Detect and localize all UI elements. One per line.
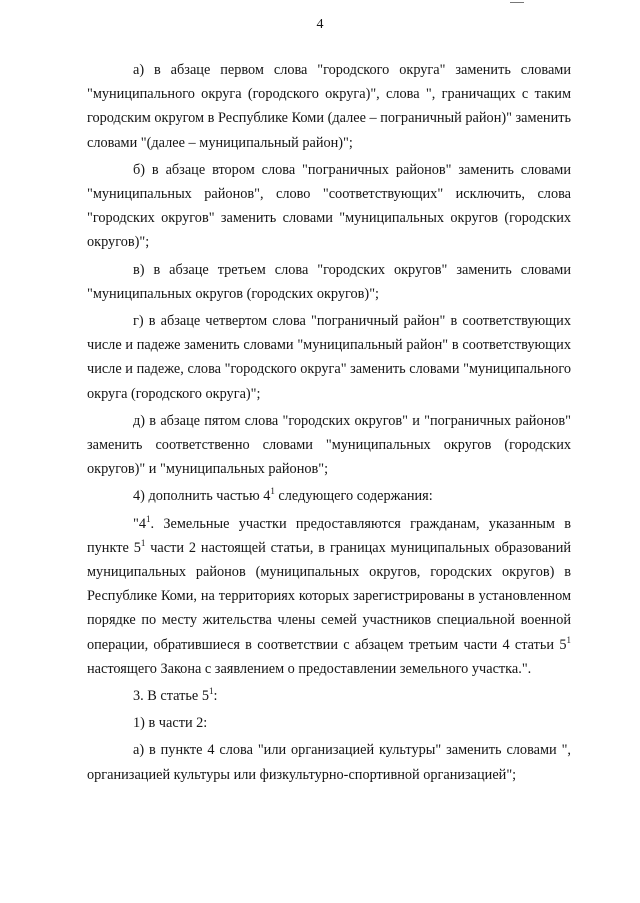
quote-superscript-2: 1 <box>140 538 146 549</box>
paragraph-g: г) в абзаце четвертом слова "пограничный район" в соответствующих числе и падеже заменить словами "муниципальный район" в соответствующих числе и падеже, слова "городского округа" заменить словами "муниципального округа (городского округа)"; <box>87 313 571 402</box>
paragraph-a: а) в абзаце первом слова "городского округа" заменить словами "муниципального округа (городского округа)", слова ", граничащих с таким городским округом в Республике Коми (далее – пограничный район)" заменить словами "(далее – муниципальный район)"; <box>87 62 571 151</box>
quote-text-3: части 2 настоящей статьи, в границах муниципальных образований муниципальных районов (муниципальных округов, городских округов) в Республике Коми, на территориях которых зарегистрированы в установленном порядке по месту жительства члены семей участников специальной военной операции, обратившиеся в соответствии с абзацем третьим части 4 статьи 5 <box>87 539 571 653</box>
item4-text: 4) дополнить частью 4 <box>133 488 271 505</box>
paragraph-v: в) в абзаце третьем слова "городских округов" заменить словами "муниципальных округов (городских округов)"; <box>87 261 571 302</box>
item4-superscript: 1 <box>270 486 275 497</box>
scan-corner-mark <box>510 2 524 6</box>
document-body <box>87 58 571 787</box>
paragraph-d: д) в абзаце пятом слова "городских округов" и "пограничных районов" заменить соответственно словами "муниципальных округов (городских округов)" и "муниципальных районов"; <box>87 412 571 478</box>
quote-text-4: настоящего Закона с заявлением о предоставлении земельного участка.". <box>87 660 532 677</box>
paragraph-article-3 <box>87 684 571 708</box>
article3-text-end: : <box>213 688 218 705</box>
quote-superscript-1: 1 <box>146 513 151 524</box>
quote-text-1: "4 <box>133 515 146 532</box>
paragraph-b: б) в абзаце втором слова "пограничных районов" заменить словами "муниципальных районов", слово "соответствующих" исключить, слова "городских округов" заменить словами "муниципальных округов (городских округов)"; <box>87 161 571 251</box>
article3-superscript: 1 <box>209 686 214 697</box>
quote-superscript-3: 1 <box>566 634 571 645</box>
article3-text: 3. В статье 5 <box>133 688 209 705</box>
paragraph-quote <box>87 512 571 681</box>
page-number: 4 <box>316 17 324 32</box>
paragraph-part-2: 1) в части 2: <box>133 715 208 732</box>
paragraph-last: а) в пункте 4 слова "или организацией культуры" заменить словами ", организацией культуры или физкультурно-спортивной организацией"; <box>87 742 571 783</box>
paragraph-item-4 <box>87 484 571 508</box>
quote-text-2: . Земельные участки предоставляются гражданам, указанным в пункте 5 <box>87 515 571 556</box>
item4-text-end: следующего содержания: <box>274 488 433 505</box>
